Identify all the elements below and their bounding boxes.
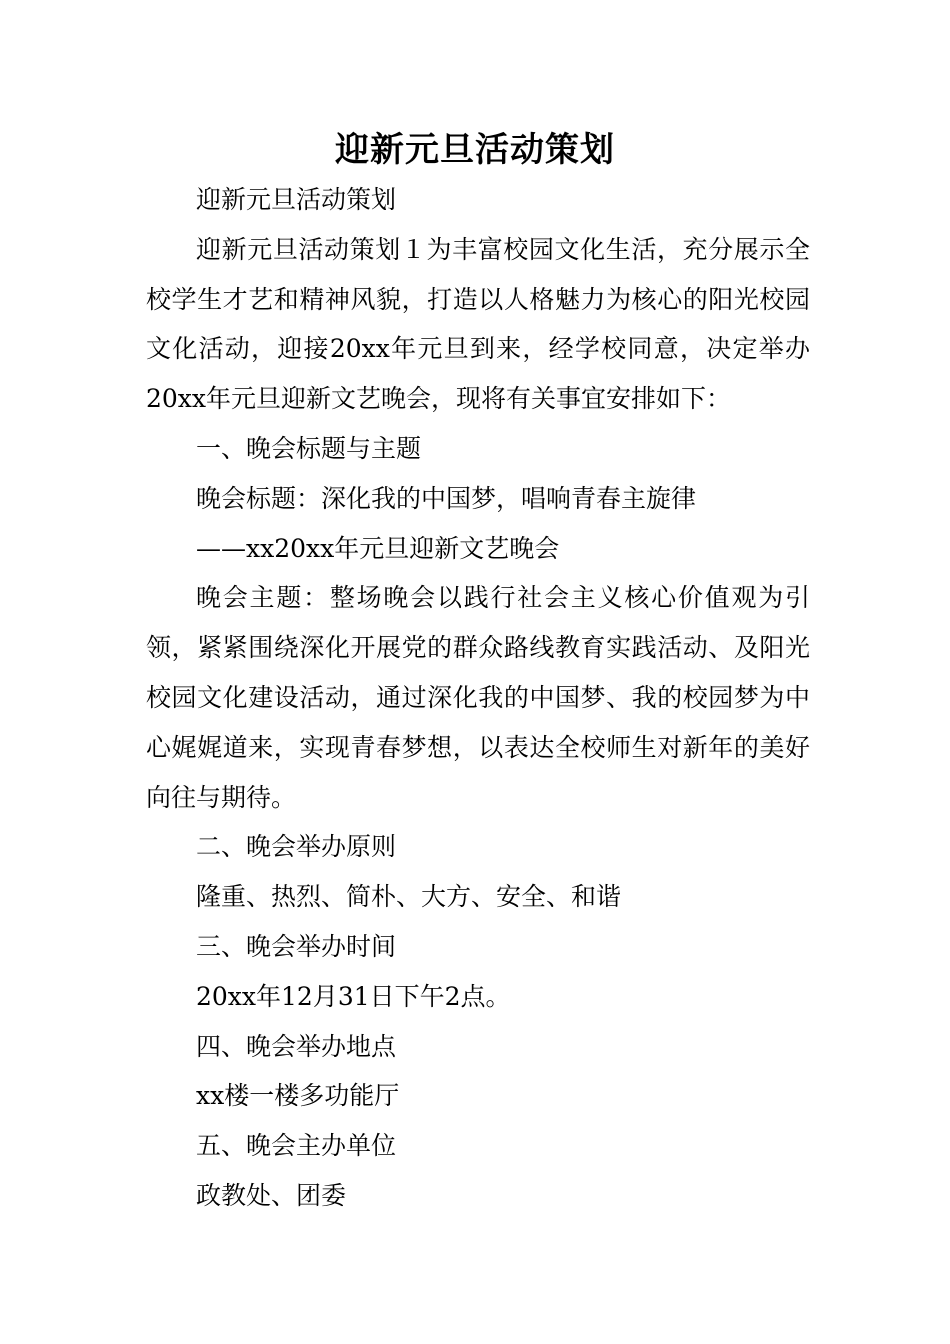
document-body	[146, 175, 810, 1221]
section-heading-2: 二、晚会举办原则	[196, 832, 397, 862]
paragraph-organizer: 政教处、团委	[196, 1180, 347, 1210]
section-heading-5: 五、晚会主办单位	[196, 1131, 397, 1161]
paragraph-time: 20xx年12月31日下午2点。	[196, 981, 511, 1011]
paragraph-event-title: 晚会标题：深化我的中国梦，唱响青春主旋律	[196, 483, 697, 513]
paragraph-intro: 迎新元旦活动策划１为丰富校园文化生活，充分展示全校学生才艺和精神风貌，打造以人格魅力为核心的阳光校园文化活动，迎接20xx年元旦到来，经学校同意，决定举办20xx年元旦迎新文艺晚会，现将有关事宜安排如下：	[146, 234, 810, 414]
paragraph-location: xx楼一楼多功能厅	[196, 1081, 400, 1111]
paragraph-event-subtitle: ——xx20xx年元旦迎新文艺晚会	[196, 533, 560, 563]
section-heading-3: 三、晚会举办时间	[196, 931, 397, 961]
paragraph-heading-repeat: 迎新元旦活动策划	[196, 185, 397, 214]
section-heading-1: 一、晚会标题与主题	[196, 433, 422, 463]
section-heading-4: 四、晚会举办地点	[196, 1031, 397, 1061]
paragraph-principles: 隆重、热烈、简朴、大方、安全、和谐	[196, 882, 622, 912]
document-title: 迎新元旦活动策划	[335, 130, 615, 170]
paragraph-event-theme: 晚会主题：整场晚会以践行社会主义核心价值观为引领，紧紧围绕深化开展党的群众路线教育实践活动、及阳光校园文化建设活动，通过深化我的中国梦、我的校园梦为中心娓娓道来，实现青春梦想，以表达全校师生对新年的美好向往与期待。	[146, 583, 810, 812]
